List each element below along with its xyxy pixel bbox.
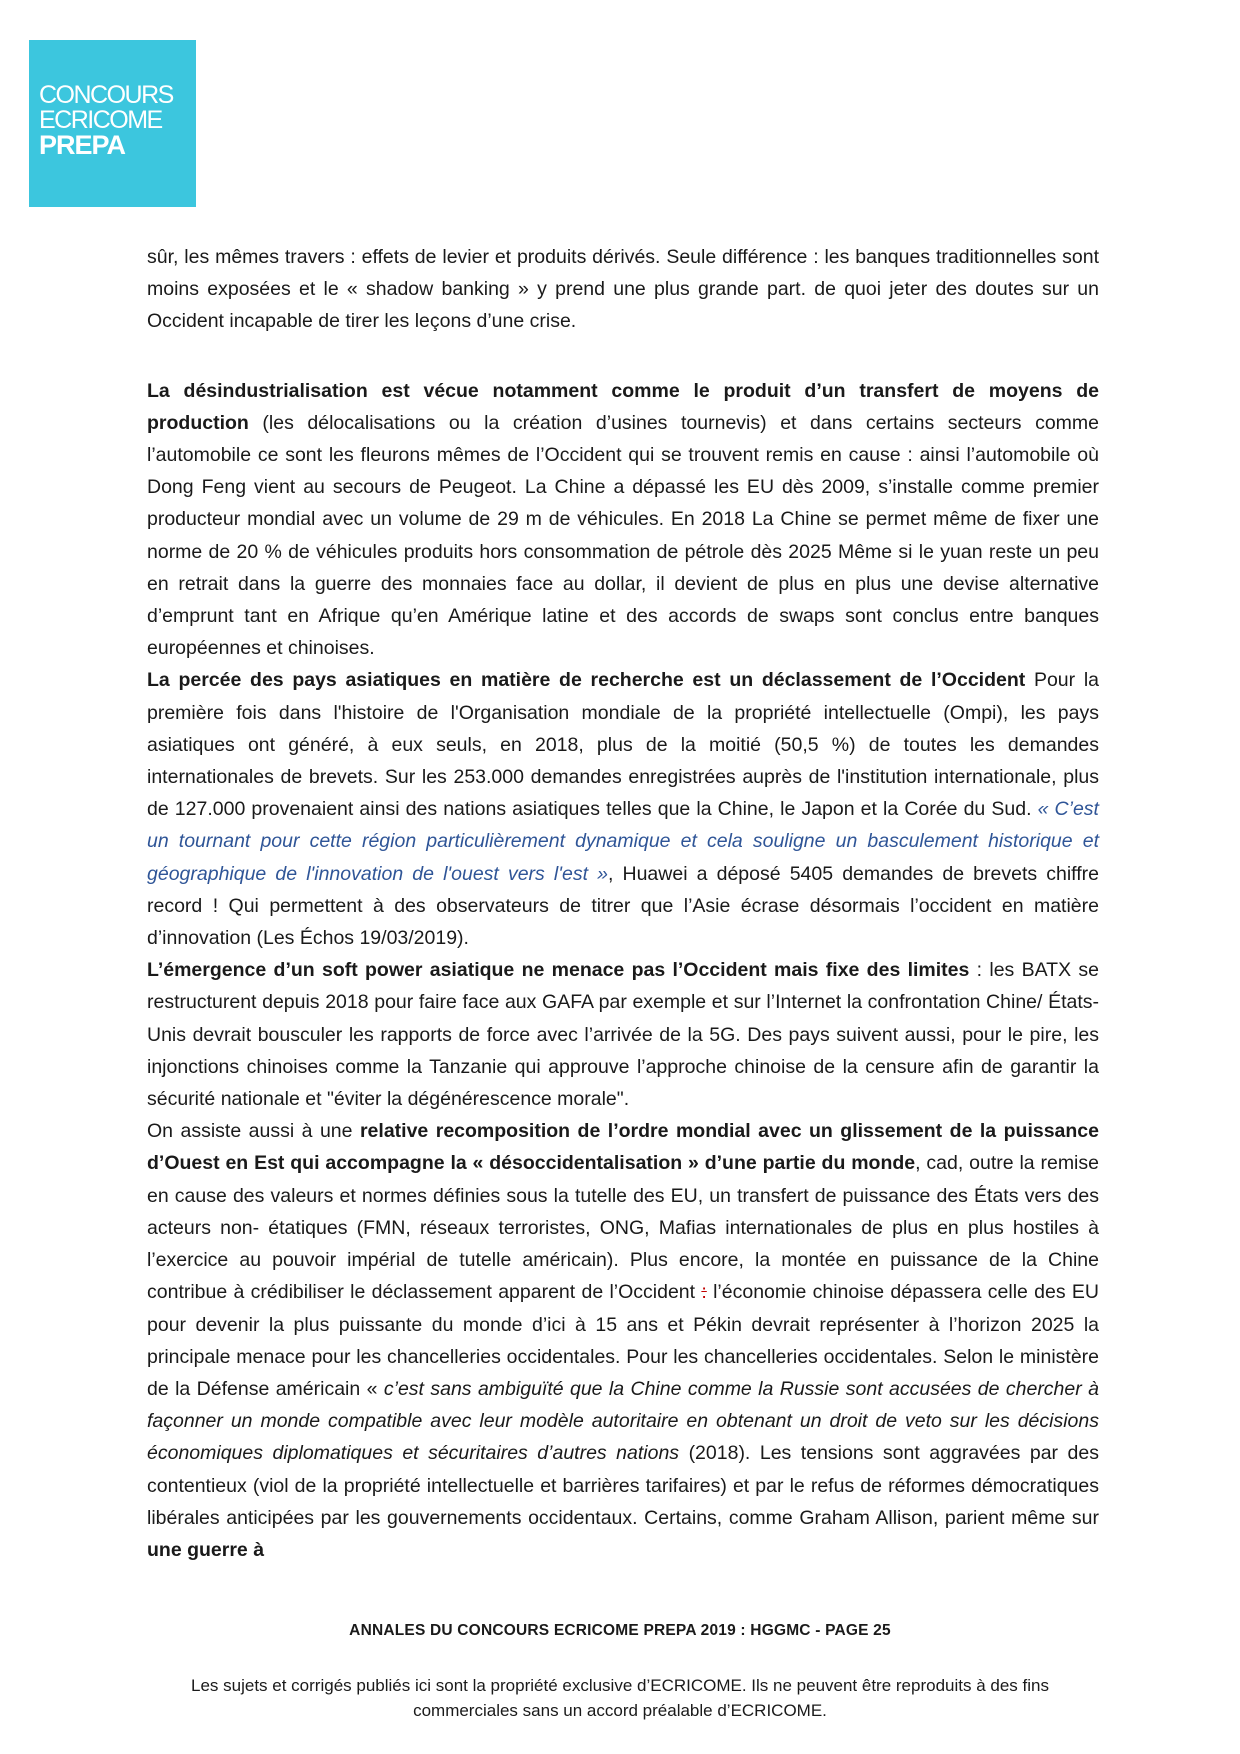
paragraph-3-after: , Huawei a déposé 5405 demandes de brevets chiffre record ! Qui permettent à des observateurs de titrer que l’Asie écrase désormais l’occident en matière d’innovation (Les Échos 19/03/2019). <box>147 862 1099 950</box>
paragraph-5-end-bold: une guerre à <box>147 1538 265 1561</box>
logo-line-ecricome: ECRICOME <box>39 106 162 134</box>
document-body <box>147 241 1099 1566</box>
logo-line-prepa: PREPA <box>39 130 126 160</box>
paragraph-4-heading: L’émergence d’un soft power asiatique ne menace pas l’Occident mais fixe des limites <box>147 959 970 982</box>
paragraph-1 <box>147 241 1099 338</box>
paragraph-3-text: Pour la première fois dans l'histoire de l'Organisation mondiale de la propriété intellectuelle (Ompi), les pays asiatiques ont généré, à eux seuls, en 2018, plus de la moitié (50,5 %) de toutes les demandes internationales de brevets. Sur les 253.000 demandes enregistrées auprès de l'institution internationale, plus de 127.000 provenaient ainsi des nations asiatiques telles que la Chine, le Japon et la Corée du Sud. <box>147 669 1100 821</box>
footer-copyright-note: Les sujets et corrigés publiés ici sont la propriété exclusive d’ECRICOME. Ils ne peuvent être reproduits à des fins commerciales sans un accord préalable d’ECRICOME. <box>191 1676 1049 1720</box>
paragraph-5-heading: relative recomposition de l’ordre mondial avec un glissement de la puissance d’Ouest en Est qui accompagne la « désoccidentalisation » d’une partie du monde <box>147 1120 1099 1175</box>
footer-title: ANNALES DU CONCOURS ECRICOME PREPA 2019 : HGGMC - PAGE 25 <box>349 1622 891 1639</box>
logo-line-concours: CONCOURS <box>39 81 173 109</box>
ecricome-logo <box>29 40 196 207</box>
paragraph-3-quote: « C’est un tournant pour cette région particulièrement dynamique et cela souligne un basculement historique et géographique de l'innovation de l'ouest vers l'est » <box>147 798 1099 885</box>
paragraph-3 <box>147 664 1099 954</box>
paragraph-3-heading: La percée des pays asiatiques en matière de recherche est un déclassement de l’Occident <box>147 669 1026 692</box>
paragraph-5-strikethrough: : <box>701 1281 707 1304</box>
paragraph-5-mid: , cad, outre la remise en cause des valeurs et normes définies sous la tutelle des EU, un transfert de puissance des États vers des acteurs non- étatiques (FMN, réseaux terroristes, ONG, Mafias internationales de plus en plus hostiles à l’exercice au pouvoir impérial de tutelle américain). Plus encore, la montée en puissance de la Chine contribue à crédibiliser le déclassement apparent de l’Occident <box>147 1152 1099 1304</box>
paragraph-2 <box>147 375 1099 665</box>
paragraph-5-end: (2018). Les tensions sont aggravées par des contentieux (viol de la propriété intellectuelle et barrières tarifaires) et par le refus de réformes démocratiques libérales anticipées par les gouvernements occidentaux. Certains, comme Graham Allison, parient même sur <box>147 1442 1099 1529</box>
paragraph-5-citation: c’est sans ambiguïté que la Chine comme la Russie sont accusées de chercher à façonner un monde compatible avec leur modèle autoritaire en obtenant un droit de veto sur les décisions économiques diplomatiques et sécuritaires d’autres nations <box>147 1377 1099 1465</box>
paragraph-1-text: sûr, les mêmes travers : effets de levier et produits dérivés. Seule différence : les banques traditionnelles sont moins exposées et le « shadow banking » y prend une plus grande part. de quoi jeter des doutes sur un Occident incapable de tirer les leçons d’une crise. <box>147 246 1099 333</box>
paragraph-5-start: On assiste aussi à une <box>147 1120 360 1143</box>
paragraph-5-mid2: l’économie chinoise dépassera celle des EU pour devenir la plus puissante du monde d’ici à 15 ans et Pékin devrait représenter à l’horizon 2025 la principale menace pour les chancelleries occidentales. Pour les chancelleries occidentales. Selon le ministère de la Défense américain « <box>147 1281 1099 1400</box>
paragraph-2-text: (les délocalisations ou la création d’usines tournevis) et dans certains secteurs comme l’automobile ce sont les fleurons mêmes de l’Occident qui se trouvent remis en cause : ainsi l’automobile où Dong Feng vient au secours de Peugeot. La Chine a dépassé les EU dès 2009, s’installe comme premier producteur mondial avec un volume de 29 m de véhicules. En 2018 La Chine se permet même de fixer une norme de 20 % de véhicules produits hors consommation de pétrole dès 2025 Même si le yuan reste un peu en retrait dans la guerre des monnaies face au dollar, il devient de plus en plus une devise alternative d’emprunt tant en Afrique qu’en Amérique latine et des accords de swaps sont conclus entre banques européennes et chinoises. <box>147 411 1099 660</box>
paragraph-5 <box>147 1115 1099 1566</box>
paragraph-4 <box>147 954 1099 1115</box>
paragraph-4-text: : les BATX se restructurent depuis 2018 pour faire face aux GAFA par exemple et sur l’Internet la confrontation Chine/ États-Unis devrait bousculer les rapports de force avec l’arrivée de la 5G. Des pays suivent aussi, pour le pire, les injonctions chinoises comme la Tanzanie qui approuve l’approche chinoise de la censure afin de garantir la sécurité nationale et "éviter la dégénérescence morale". <box>147 959 1099 1111</box>
paragraph-2-heading: La désindustrialisation est vécue notamment comme le produit d’un transfert de moyens de production <box>147 379 1099 434</box>
